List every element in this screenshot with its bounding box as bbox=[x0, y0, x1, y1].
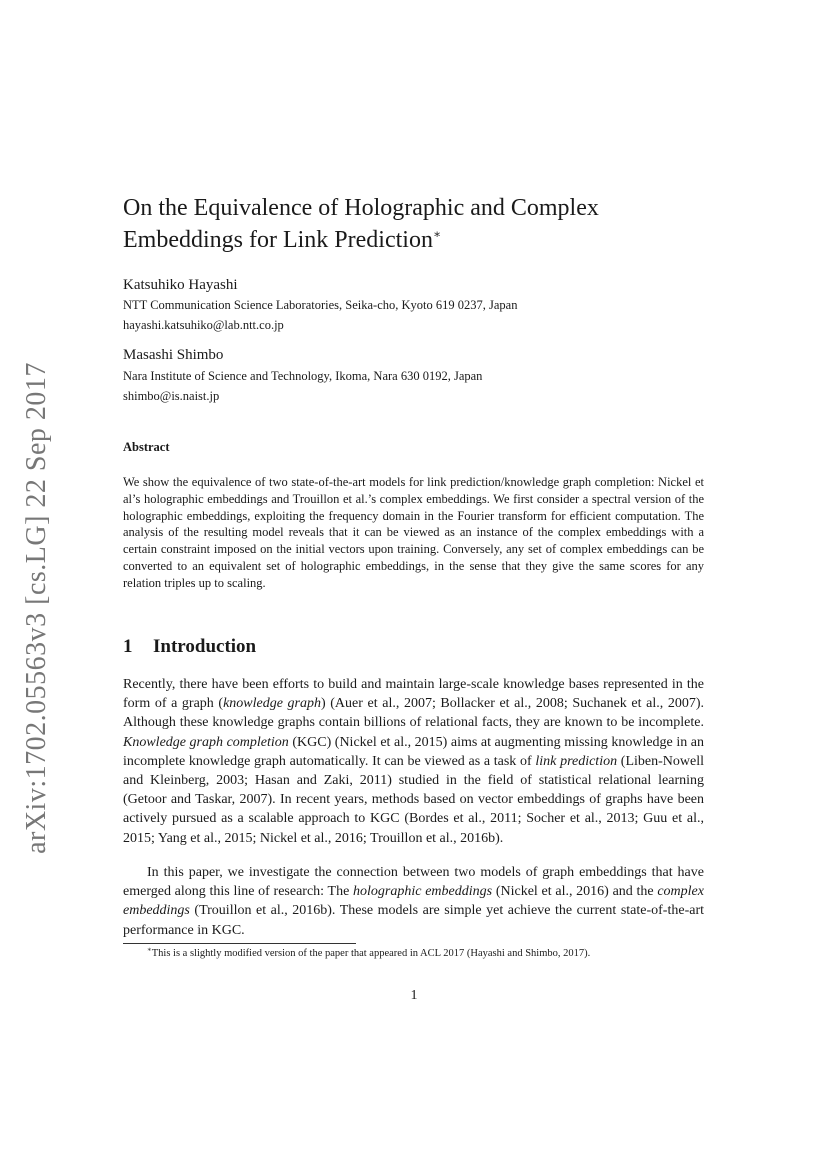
arxiv-stamp-text: arXiv:1702.05563v3 [cs.LG] 22 Sep 2017 bbox=[21, 361, 53, 854]
term-knowledge-graph: knowledge graph bbox=[223, 696, 321, 712]
author-name-2: Masashi Shimbo bbox=[123, 347, 224, 363]
author-name-1: Katsuhiko Hayashi bbox=[123, 277, 238, 293]
author-affiliation-2: Nara Institute of Science and Technology, Ikoma, Nara 630 0192, Japan bbox=[123, 369, 483, 383]
abstract-heading: Abstract bbox=[123, 440, 170, 454]
term-holographic-embeddings: holographic embeddings bbox=[353, 884, 493, 900]
author-email-1: hayashi.katsuhiko@lab.ntt.co.jp bbox=[123, 318, 284, 332]
author-affiliation-1: NTT Communication Science Laboratories, Seika-cho, Kyoto 619 0237, Japan bbox=[123, 298, 518, 312]
abstract-text: We show the equivalence of two state-of-the-art models for link prediction/knowledge graph completion: Nickel et al’s holographic embeddings and Trouillon et al.’s complex embeddings. We first consider a spectral version of the holographic embeddings, exploiting the frequency domain in the Fourier transform for efficient computation. The analysis of the resulting model reveals that it can be viewed as an instance of the complex embeddings with a certain constraint imposed on the initial vectors upon training. Conversely, any set of complex embeddings can be converted to an equivalent set of holographic embeddings, in the sense that they give the same scores for any relation triples up to scaling. bbox=[123, 475, 704, 590]
intro-paragraph-1 bbox=[123, 675, 704, 848]
footnote bbox=[123, 945, 723, 959]
p1-text-1: Recently, there have been efforts to build and maintain large-scale knowledge bases represented in the form of a graph ( bbox=[123, 677, 704, 712]
page-number: 1 bbox=[410, 988, 418, 1003]
footnote-text: This is a slightly modified version of the paper that appeared in ACL 2017 (Hayashi and Shimbo, 2017). bbox=[151, 948, 591, 959]
term-complex-embeddings: complex embeddings bbox=[123, 884, 704, 919]
section-number: 1 bbox=[123, 636, 133, 657]
p1-text-4: (Liben-Nowell and Kleinberg, 2003; Hasan and Zaki, 2011) studied in the field of statistical relational learning (Getoor and Taskar, 2007). In recent years, methods based on vector embeddings of graphs have been actively pursued as a scalable approach to KGC (Bordes et al., 2011; Socher et al., 2013; Guu et al., 2015; Yang et al., 2015; Nickel et al., 2016; Trouillon et al., 2016b). bbox=[123, 753, 704, 846]
title-line-1: On the Equivalence of Holographic and Complex bbox=[123, 195, 599, 221]
author-email-2: shimbo@is.naist.jp bbox=[123, 389, 220, 403]
paper-title bbox=[123, 192, 723, 256]
section-title: Introduction bbox=[153, 636, 257, 657]
term-link-prediction: link prediction bbox=[535, 753, 618, 769]
p1-text-3: (KGC) (Nickel et al., 2015) aims at augmenting missing knowledge in an incomplete knowledge graph automatically. It can be viewed as a task of bbox=[123, 734, 704, 769]
p2-text-2: (Nickel et al., 2016) and the bbox=[492, 884, 658, 900]
p2-text-3: (Trouillon et al., 2016b). These models are simple yet achieve the current state-of-the-art performance in KGC. bbox=[123, 903, 704, 938]
title-line-2: Embeddings for Link Prediction bbox=[123, 227, 433, 253]
arxiv-identifier-stamp bbox=[21, 361, 53, 854]
footnote-rule bbox=[123, 943, 356, 944]
p1-text-2: ) (Auer et al., 2007; Bollacker et al., 2008; Suchanek et al., 2007). Although these knowledge graphs contain billions of relational facts, they are known to be incomplete. bbox=[123, 696, 704, 731]
p2-text-1: In this paper, we investigate the connection between two models of graph embeddings that have emerged along this line of research: The bbox=[123, 865, 704, 900]
footnote-mark: ∗ bbox=[147, 945, 152, 954]
section-heading bbox=[123, 636, 256, 658]
intro-paragraph-2 bbox=[123, 863, 704, 940]
term-knowledge-graph-completion: Knowledge graph completion bbox=[123, 734, 289, 750]
title-footnote-mark: ∗ bbox=[432, 227, 442, 241]
